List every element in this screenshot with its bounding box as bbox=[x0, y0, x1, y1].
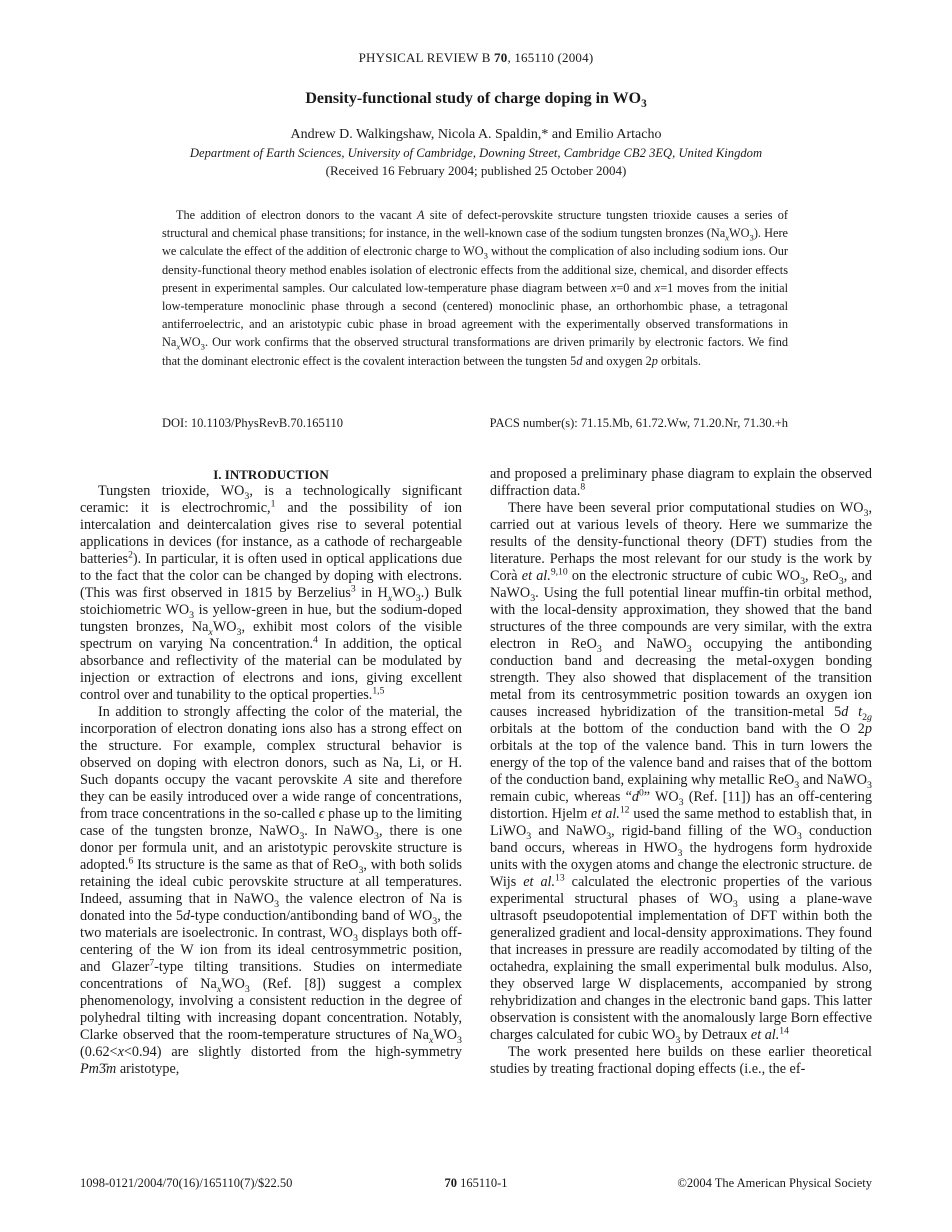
footer-page-number: 70 165110-1 bbox=[444, 1176, 508, 1190]
abstract: The addition of electron donors to the vacant A site of defect-perovskite structure tungsten trioxide causes a series of structural and chemical phase transitions; for instance, in the well-known case of the sodium tungsten bronzes $(Na_xWO_3)$. Here we calculate the effect of the addition of electronic charge to $WO_3$ without the complication of also including sodium ions. Our density-functional theory method enables isolation of electronic effects from the additional size, chemical, and disorder effects present in experimental samples. Our calculated low-temperature phase diagram between x=0 and x=1 moves from the initial low-temperature monoclinic phase through a second (centered) monoclinic phase, an orthorhombic phase, a tetragonal antiferroelectric, and an aristotypic cubic phase in broad agreement with the experimentally observed transformations in $Na_xWO_3$. Our work confirms that the observed structural transformations are driven primarily by electronic factors. We find that the dominant electronic effect is the covalent interaction between the tungsten 5d and oxygen 2p orbitals. bbox=[162, 208, 789, 368]
paragraph: The work presented here builds on these earlier theoretical studies by treating fractional doping effects (i.e., the ef- bbox=[490, 1044, 872, 1077]
paragraph: and proposed a preliminary phase diagram to explain the observed diffraction data.$^8$ bbox=[490, 466, 872, 499]
paper-title: Density-functional study of charge doping in $WO_3$ bbox=[305, 90, 647, 111]
footer-issn: 1098-0121/2004/70(16)/165110(7)/$22.50 bbox=[80, 1176, 293, 1190]
paragraph: Tungsten trioxide, $WO_3$, is a technologically significant ceramic: it is electrochromic,$^1$ and the possibility of ion intercalation and deintercalation gives rise to several potential applications in devices (for instance, as a cathode of rechargeable batteries$^2$). In particular, it is often used in optical applications due to the fact that the color can be changed by doping with electrons. (This was first observed in 1815 by Berzelius$^3$ in $H_xWO_3$.) Bulk stoichiometric $WO_3$ is yellow-green in hue, but the sodium-doped tungsten bronzes, $Na_xWO_3$, exhibit most colors of the visible spectrum on varying Na concentration.$^4$ In addition, the optical absorbance and reflectivity of the material can be modulated by injection or extraction of electrons and ions, giving excellent control over and tunability to the optical properties.$^{1,5}$ bbox=[80, 483, 463, 703]
left-column bbox=[80, 466, 462, 1078]
journal-header: PHYSICAL REVIEW B 70, 165110 (2004) bbox=[358, 50, 594, 65]
doi: DOI: 10.1103/PhysRevB.70.165110 bbox=[162, 416, 344, 430]
affiliation: Department of Earth Sciences, University of Cambridge, Downing Street, Cambridge CB2 3EQ, United Kingdom bbox=[189, 146, 763, 160]
right-column bbox=[490, 466, 872, 1078]
paragraph: There have been several prior computational studies on $WO_3$, carried out at various levels of theory. Here we summarize the results of the density-functional theory (DFT) studies from the literature. Perhaps the most relevant for our study is the work by Corà et al.$^{9,10}$ on the electronic structure of cubic $WO_3$, ReO$_3$, and NaWO$_3$. Using the full potential linear muffin-tin orbital method, with the local-density approximation, they showed that the band structures of the three compounds are very similar, with the extra electron in ReO$_3$ and NaWO$_3$ occupying the antibonding conduction band and decreasing the metal-oxygen bonding strength. They also showed that displacement of the transition metal from its centrosymmetric position towards an oxygen ion causes increased hybridization of the transition-metal 5d $t_{2g}$ orbitals at the bottom of the conduction band with the O 2p orbitals at the top of the valence band. This in turn lowers the energy of the top of the valence band and raises that of the bottom of the conduction band, explaining why metallic ReO$_3$ and NaWO$_3$ remain cubic, whereas “$d^0$” $WO_3$ (Ref. [11]) has an off-centering distortion. Hjelm et al.$^{12}$ used the same method to establish that, in LiWO$_3$ and NaWO$_3$, rigid-band filling of the $WO_3$ conduction band occurs, whereas in $HWO_3$ the hydrogens form hydroxide units with the oxygen atoms and change the electronic structure. de Wijs et al.$^{13}$ calculated the electronic properties of the various experimental structural phases of $WO_3$ using a plane-wave ultrasoft pseudopotential implementation of DFT within both the generalized gradient and local-density approximations. They found that increases in pressure are readily accomodated by tilting of the octahedra, explaining the small experimental bulk modulus. Also, they observed large W displacements, accompanied by strong rehybridization and changes in the electronic band gaps. This latter observation is consistent with the anomalously large Born effective charges calculated for cubic $WO_3$ by Detraux et al.$^{14}$ bbox=[490, 500, 873, 1046]
received-date: (Received 16 February 2004; published 25 October 2004) bbox=[325, 163, 627, 178]
paragraph: In addition to strongly affecting the color of the material, the incorporation of electron donating ions also has a strong effect on the structure. For example, complex structural behavior is observed on doping with electron donors, such as Na, Li, or H. Such dopants occupy the vacant perovskite A site and therefore they can be easily introduced over a wide range of concentrations, from trace concentrations in the so-called ϵ phase up to the limiting case of the tungsten bronze, NaWO$_3$. In NaWO$_3$, there is one donor per formula unit, and an aristotypic perovskite structure is adopted.$^6$ Its structure is the same as that of ReO$_3$, with both solids retaining the ideal cubic perovskite structure at all temperatures. Indeed, assuming that in NaWO$_3$ the valence electron of Na is donated into the 5d-type conduction/antibonding band of $WO_3$, the two materials are isoelectronic. In contrast, $WO_3$ displays both off-centering of the W ion from its ideal centrosymmetric position, and Glazer$^7$-type tilting transitions. Studies on intermediate concentrations of $Na_xWO_3$ (Ref. [8]) suggest a complex phenomenology, involving a consistent reduction in the degree of polyhedral tilting with increasing dopant concentration. Notably, Clarke observed that the room-temperature structures of $Na_xWO_3$ (0.62<x<0.94) are slightly distorted from the high-symmetry Pm3̄m aristotype, bbox=[80, 704, 462, 1077]
pacs-numbers: PACS number(s): 71.15.Mb, 61.72.Ww, 71.20.Nr, 71.30.+h bbox=[489, 416, 788, 430]
authors: Andrew D. Walkingshaw, Nicola A. Spaldin,* and Emilio Artacho bbox=[290, 127, 662, 142]
section-heading: I. INTRODUCTION bbox=[213, 467, 329, 482]
footer-copyright: ©2004 The American Physical Society bbox=[677, 1176, 872, 1190]
